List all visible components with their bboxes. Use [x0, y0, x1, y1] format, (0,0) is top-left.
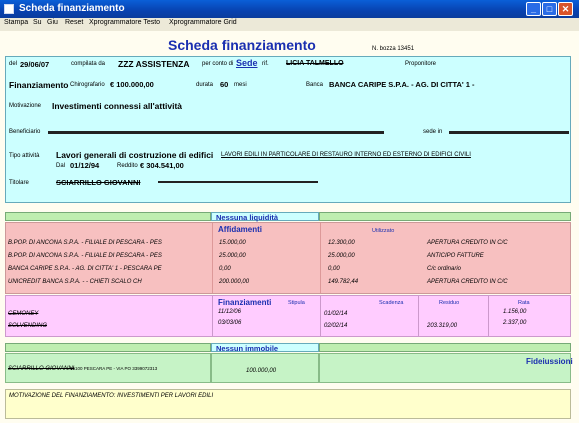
tipo-attivita-label: Tipo attività	[9, 153, 40, 159]
motivazione-footer	[5, 389, 571, 419]
aff-row-1-bank: B.POP. DI ANCONA S.P.A. - FILIALE DI PESCARA - PES	[8, 240, 162, 246]
menu-giu[interactable]: Giu	[47, 19, 58, 26]
maximize-button[interactable]: □	[542, 2, 557, 16]
window-title: Scheda finanziamento	[19, 3, 125, 14]
fin-row-2-rata: 2.337,00	[503, 320, 527, 326]
scadenza-label: Scadenza	[379, 300, 404, 306]
fin-row-2-residuo: 203.319,00	[427, 323, 458, 329]
menu-bar	[0, 18, 579, 30]
aff-row-1-type: APERTURA CREDITO IN C/C	[427, 240, 508, 246]
aff-row-3-amount: 0,00	[219, 266, 231, 272]
utilizzato-label: Utilizzato	[372, 228, 395, 234]
immobili-center	[211, 343, 319, 352]
fideiussione-amount: 100.000,00	[246, 368, 277, 374]
date-value: 29/06/07	[20, 60, 50, 69]
fideiussioni-title: Fideiussioni	[526, 357, 573, 366]
compilata-label: compilata da	[71, 61, 106, 67]
menu-stampa[interactable]: Stampa	[4, 19, 29, 26]
aff-row-2-used: 25.000,00	[328, 253, 355, 259]
footer-text: MOTIVAZIONE DEL FINANZIAMENTO: INVESTIMENTI PER LAVORI EDILI	[9, 393, 214, 399]
tipo-attivita-desc: LAVORI EDILI IN PARTICOLARE DI RESTAURO INTERNO ED ESTERNO DI EDIFICI CIVILI	[221, 152, 471, 158]
menu-reset[interactable]: Reset	[65, 19, 84, 26]
aff-row-1-amount: 15.000,00	[219, 240, 246, 246]
aff-row-4-bank: UNICREDIT BANCA S.P.A. - - CHIETI SCALO CH	[8, 279, 142, 285]
close-button[interactable]: ✕	[558, 2, 573, 16]
aff-row-2-bank: B.POP. DI ANCONA S.P.A. - FILIALE DI PESCARA - PES	[8, 253, 162, 259]
motivazione-value: Investimenti connessi all'attività	[52, 101, 183, 111]
mesi-label: mesi	[234, 82, 247, 88]
dal-value: 01/12/94	[70, 161, 100, 170]
fideiussione-address: 65100 PESCARA PE - VIA PO 3399072313	[70, 366, 158, 371]
immobili-right	[319, 343, 571, 352]
durata-label: durata	[196, 82, 214, 88]
dal-label: Dal	[56, 163, 66, 169]
titolare-label: Titolare	[9, 180, 29, 186]
sede-in-label: sede in	[423, 129, 443, 135]
aff-row-4-type: APERTURA CREDITO IN C/C	[427, 279, 508, 285]
liquidita-title: Nessuna liquidità	[216, 213, 279, 222]
fideiussione-owner: SCIARRILLO GIOVANNI	[8, 366, 75, 372]
beneficiario-label: Beneficiario	[9, 129, 41, 135]
motivazione-label: Motivazione	[9, 103, 42, 109]
aff-row-2-type: ANTICIPO FATTURE	[427, 253, 484, 259]
aff-row-1-used: 12.300,00	[328, 240, 355, 246]
aff-row-3-type: C/c ordinario	[427, 266, 462, 272]
rata-label: Rata	[518, 300, 530, 306]
fin-row-1-scadenza: 01/02/14	[324, 311, 348, 317]
aff-row-4-amount: 200.000,00	[219, 279, 250, 285]
window-titlebar[interactable]	[0, 0, 579, 18]
beneficiario-redacted	[48, 131, 384, 134]
liquidita-right	[319, 212, 571, 221]
fideiussione-owner-cell	[5, 353, 211, 383]
liquidita-center	[211, 212, 319, 221]
amount-value: € 100.000,00	[110, 80, 154, 89]
sede-in-redacted	[449, 131, 569, 134]
aff-row-3-used: 0,00	[328, 266, 340, 272]
tipo-attivita-value: Lavori generali di costruzione di edifici	[56, 150, 214, 160]
bozza-number: N. bozza 13451	[372, 46, 415, 52]
minimize-button[interactable]: _	[526, 2, 541, 16]
finanziamenti-title: Finanziamenti	[218, 298, 272, 307]
fin-row-1-stipula: 11/12/06	[218, 309, 241, 315]
aff-row-2-amount: 25.000,00	[219, 253, 246, 259]
rif-label: rif.	[262, 61, 269, 67]
fin-row-2-name: SOLVENDING	[8, 323, 48, 329]
per-conto-label: per conto di	[202, 61, 234, 67]
immobili-title: Nessun immobile	[216, 344, 279, 353]
fideiussioni-cell	[319, 353, 571, 383]
titolare-detail-redacted	[158, 181, 318, 183]
proponitore-label: Proponitore	[405, 61, 437, 67]
affidamenti-section	[5, 222, 571, 294]
banca-value: BANCA CARIPE S.P.A. - AG. DI CITTA' 1 -	[329, 80, 475, 89]
affidamenti-title: Affidamenti	[218, 225, 262, 234]
rif-value: LICIA TALMELLO	[286, 60, 344, 67]
app-icon	[4, 4, 14, 14]
menu-xprogrammatore-testo[interactable]: Xprogrammatore Testo	[89, 19, 161, 26]
info-panel	[5, 56, 571, 203]
chirografario-label: Chirografario	[70, 82, 105, 88]
fin-row-2-scadenza: 02/02/14	[324, 323, 348, 329]
compilata-value: ZZZ ASSISTENZA	[118, 59, 190, 69]
menu-xprogrammatore-grid[interactable]: Xprogrammatore Grid	[169, 19, 237, 26]
fideiussione-amount-cell	[211, 353, 319, 383]
fin-row-1-rata: 1.156,00	[503, 309, 527, 315]
finanziamento-label: Finanziamento	[9, 80, 69, 90]
page-title: Scheda finanziamento	[168, 37, 316, 53]
liquidita-left	[5, 212, 211, 221]
stipula-label: Stipula	[288, 300, 305, 306]
banca-label: Banca	[306, 82, 324, 88]
immobili-left	[5, 343, 211, 352]
finanziamenti-section	[5, 295, 571, 337]
titolare-value: SCIARRILLO GIOVANNI	[56, 178, 141, 187]
menu-su[interactable]: Su	[33, 19, 42, 26]
residuo-label: Residuo	[439, 300, 460, 306]
reddito-value: € 304.541,00	[140, 161, 184, 170]
aff-row-3-bank: BANCA CARIPE S.P.A. - AG. DI CITTA' 1 - PESCARA PE	[8, 266, 162, 272]
fin-row-2-stipula: 03/03/06	[218, 320, 242, 326]
sede-link[interactable]: Sede	[236, 58, 258, 68]
reddito-label: Reddito	[117, 163, 138, 169]
del-label: del	[9, 61, 18, 67]
fin-row-1-name: CEMONEY	[8, 311, 39, 317]
aff-row-4-used: 149.782,44	[328, 279, 359, 285]
durata-value: 60	[220, 80, 229, 89]
